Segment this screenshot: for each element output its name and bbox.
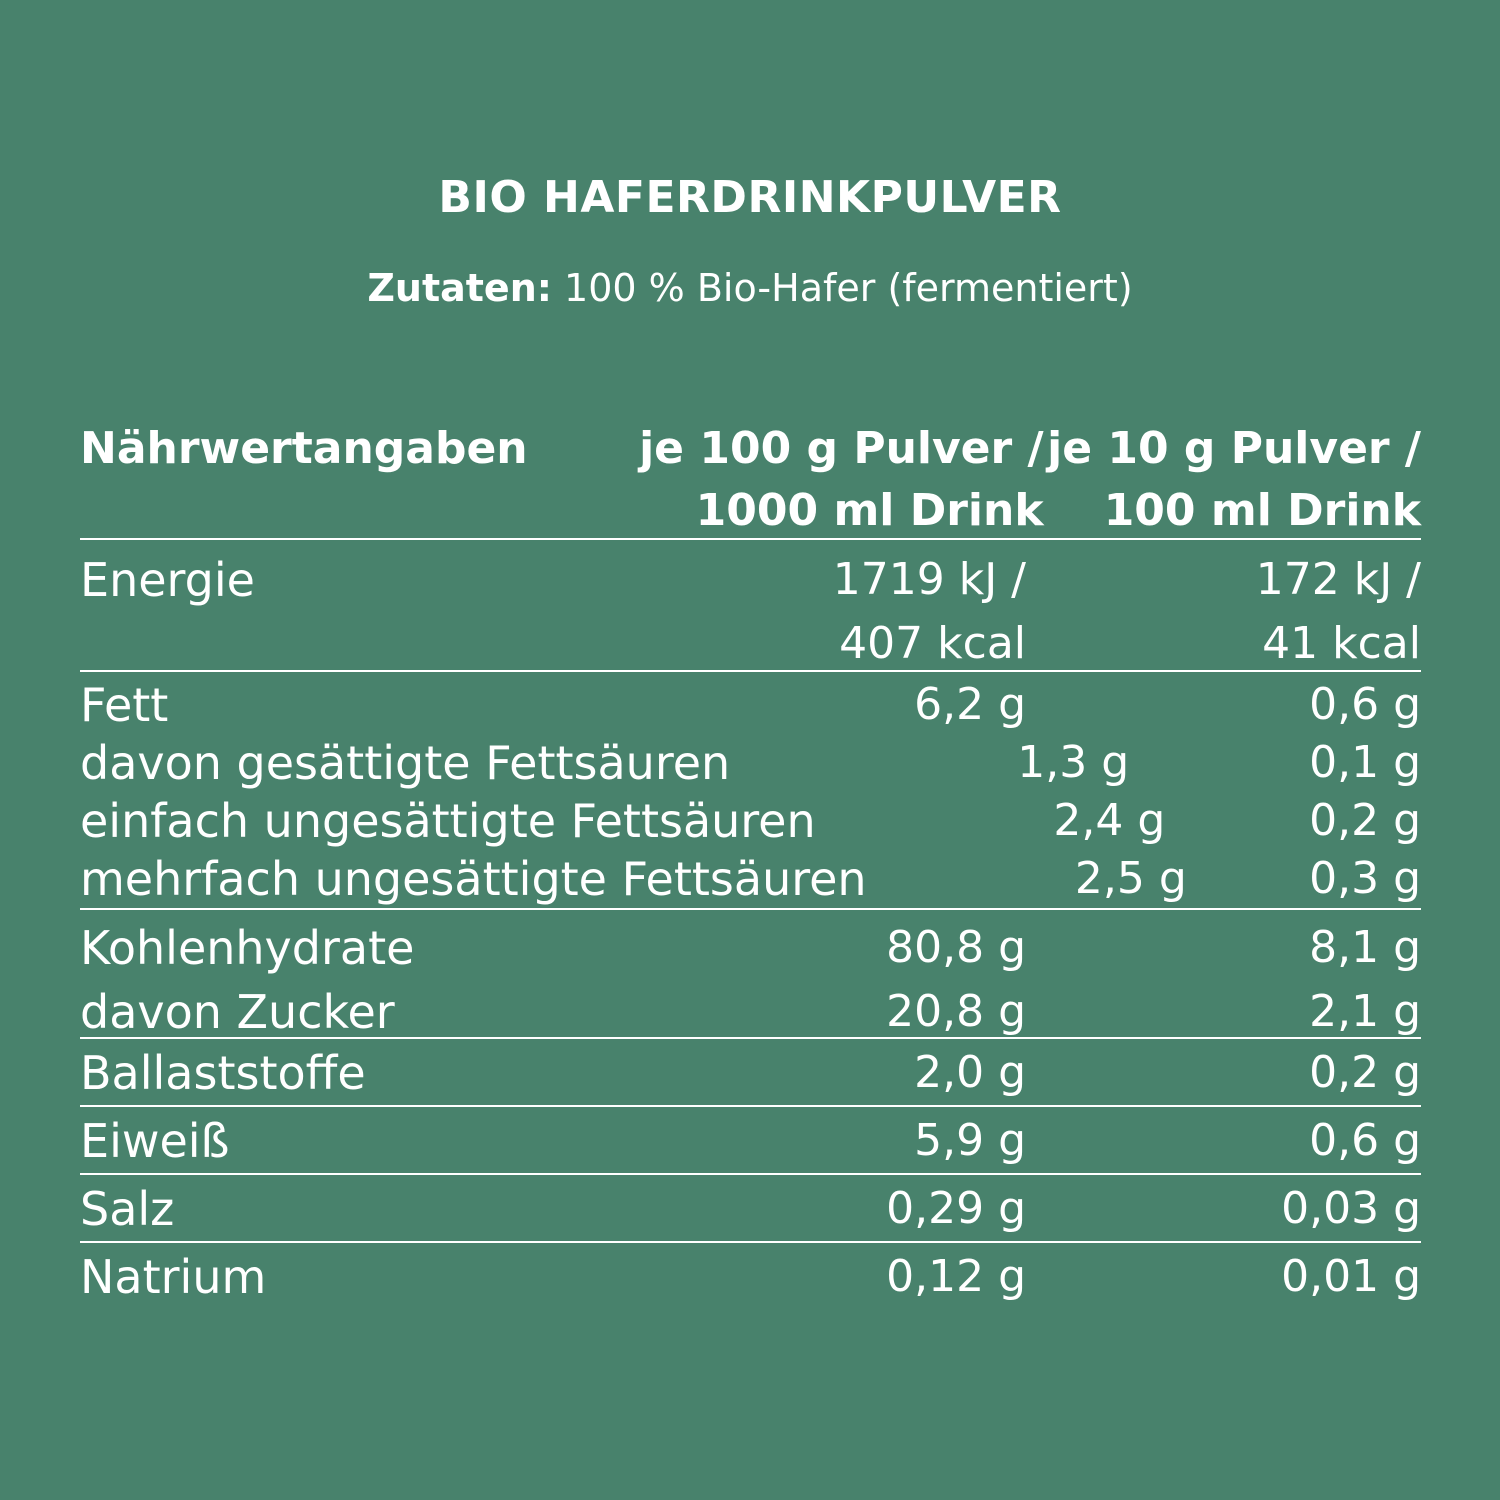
row-value-10: 0,6 g — [1309, 1115, 1421, 1166]
table-row — [80, 676, 1421, 734]
protein-group — [80, 1105, 1421, 1173]
row-label: davon Zucker — [80, 985, 395, 1039]
fat-group — [80, 670, 1421, 908]
ingredients-label: Zutaten: — [367, 266, 552, 310]
row-value-100: 0,12 g — [886, 1251, 1026, 1302]
table-row — [80, 916, 1421, 980]
row-value-100: 2,0 g — [914, 1047, 1026, 1098]
energy-100-kcal: 407 kcal — [839, 618, 1026, 669]
table-row — [80, 548, 1421, 612]
row-value-100: 2,4 g — [1053, 795, 1166, 846]
row-value-100: 80,8 g — [886, 922, 1026, 973]
table-row — [80, 734, 1421, 792]
header-per-100g — [528, 418, 1044, 542]
row-label: Fett — [80, 678, 169, 732]
row-value-10: 8,1 g — [1309, 922, 1421, 973]
row-label: davon gesättigte Fettsäuren — [80, 736, 731, 790]
row-value-10: 0,03 g — [1281, 1183, 1421, 1234]
energy-label: Energie — [80, 553, 255, 607]
row-label: Eiweiß — [80, 1114, 230, 1168]
row-value-100: 1,3 g — [1017, 737, 1130, 788]
table-header — [80, 418, 1421, 538]
row-value-10: 0,3 g — [1309, 853, 1421, 904]
row-value-10: 0,1 g — [1309, 737, 1421, 788]
energy-spacer — [80, 612, 486, 676]
row-value-100: 0,29 g — [886, 1183, 1026, 1234]
energy-10-kj: 172 kJ / — [1255, 554, 1421, 605]
sodium-group — [80, 1241, 1421, 1309]
row-label: einfach ungesättigte Fettsäuren — [80, 794, 816, 848]
row-label: Natrium — [80, 1250, 267, 1304]
row-value-10: 0,6 g — [1309, 679, 1421, 730]
header-per-10g-line2: 100 ml Drink — [1103, 485, 1421, 536]
table-row — [80, 792, 1421, 850]
header-per-100g-line1: je 100 g Pulver / — [639, 423, 1044, 474]
row-label: Kohlenhydrate — [80, 921, 415, 975]
row-label: Salz — [80, 1182, 175, 1236]
carbohydrate-group — [80, 908, 1421, 1037]
table-row — [80, 1044, 1421, 1102]
table-row — [80, 850, 1421, 908]
nutrition-table — [80, 418, 1421, 1309]
row-value-100: 5,9 g — [914, 1115, 1026, 1166]
energy-10-kcal: 41 kcal — [1262, 618, 1421, 669]
table-row — [80, 1180, 1421, 1238]
row-label: Ballaststoffe — [80, 1046, 366, 1100]
header-per-10g-line1: je 10 g Pulver / — [1047, 423, 1421, 474]
table-row — [80, 1248, 1421, 1306]
ingredients-line — [0, 266, 1500, 310]
table-row — [80, 612, 1421, 676]
salt-group — [80, 1173, 1421, 1241]
product-title: BIO HAFERDRINKPULVER — [438, 172, 1062, 223]
ingredients-text: 100 % Bio-Hafer (fermentiert) — [551, 266, 1133, 310]
row-value-10: 0,2 g — [1309, 1047, 1421, 1098]
fiber-group — [80, 1037, 1421, 1105]
table-row — [80, 1112, 1421, 1170]
row-value-10: 2,1 g — [1309, 986, 1421, 1037]
energy-group — [80, 538, 1421, 670]
header-nutrition: Nährwertangaben — [80, 423, 528, 474]
table-row — [80, 980, 1421, 1044]
header-per-10g — [1044, 418, 1421, 542]
row-value-100: 20,8 g — [886, 986, 1026, 1037]
row-value-10: 0,2 g — [1309, 795, 1421, 846]
row-value-100: 2,5 g — [1074, 853, 1187, 904]
row-label: mehrfach ungesättigte Fettsäuren — [80, 852, 867, 906]
energy-100-kj: 1719 kJ / — [832, 554, 1026, 605]
row-value-10: 0,01 g — [1281, 1251, 1421, 1302]
header-per-100g-line2: 1000 ml Drink — [695, 485, 1044, 536]
row-value-100: 6,2 g — [914, 679, 1026, 730]
